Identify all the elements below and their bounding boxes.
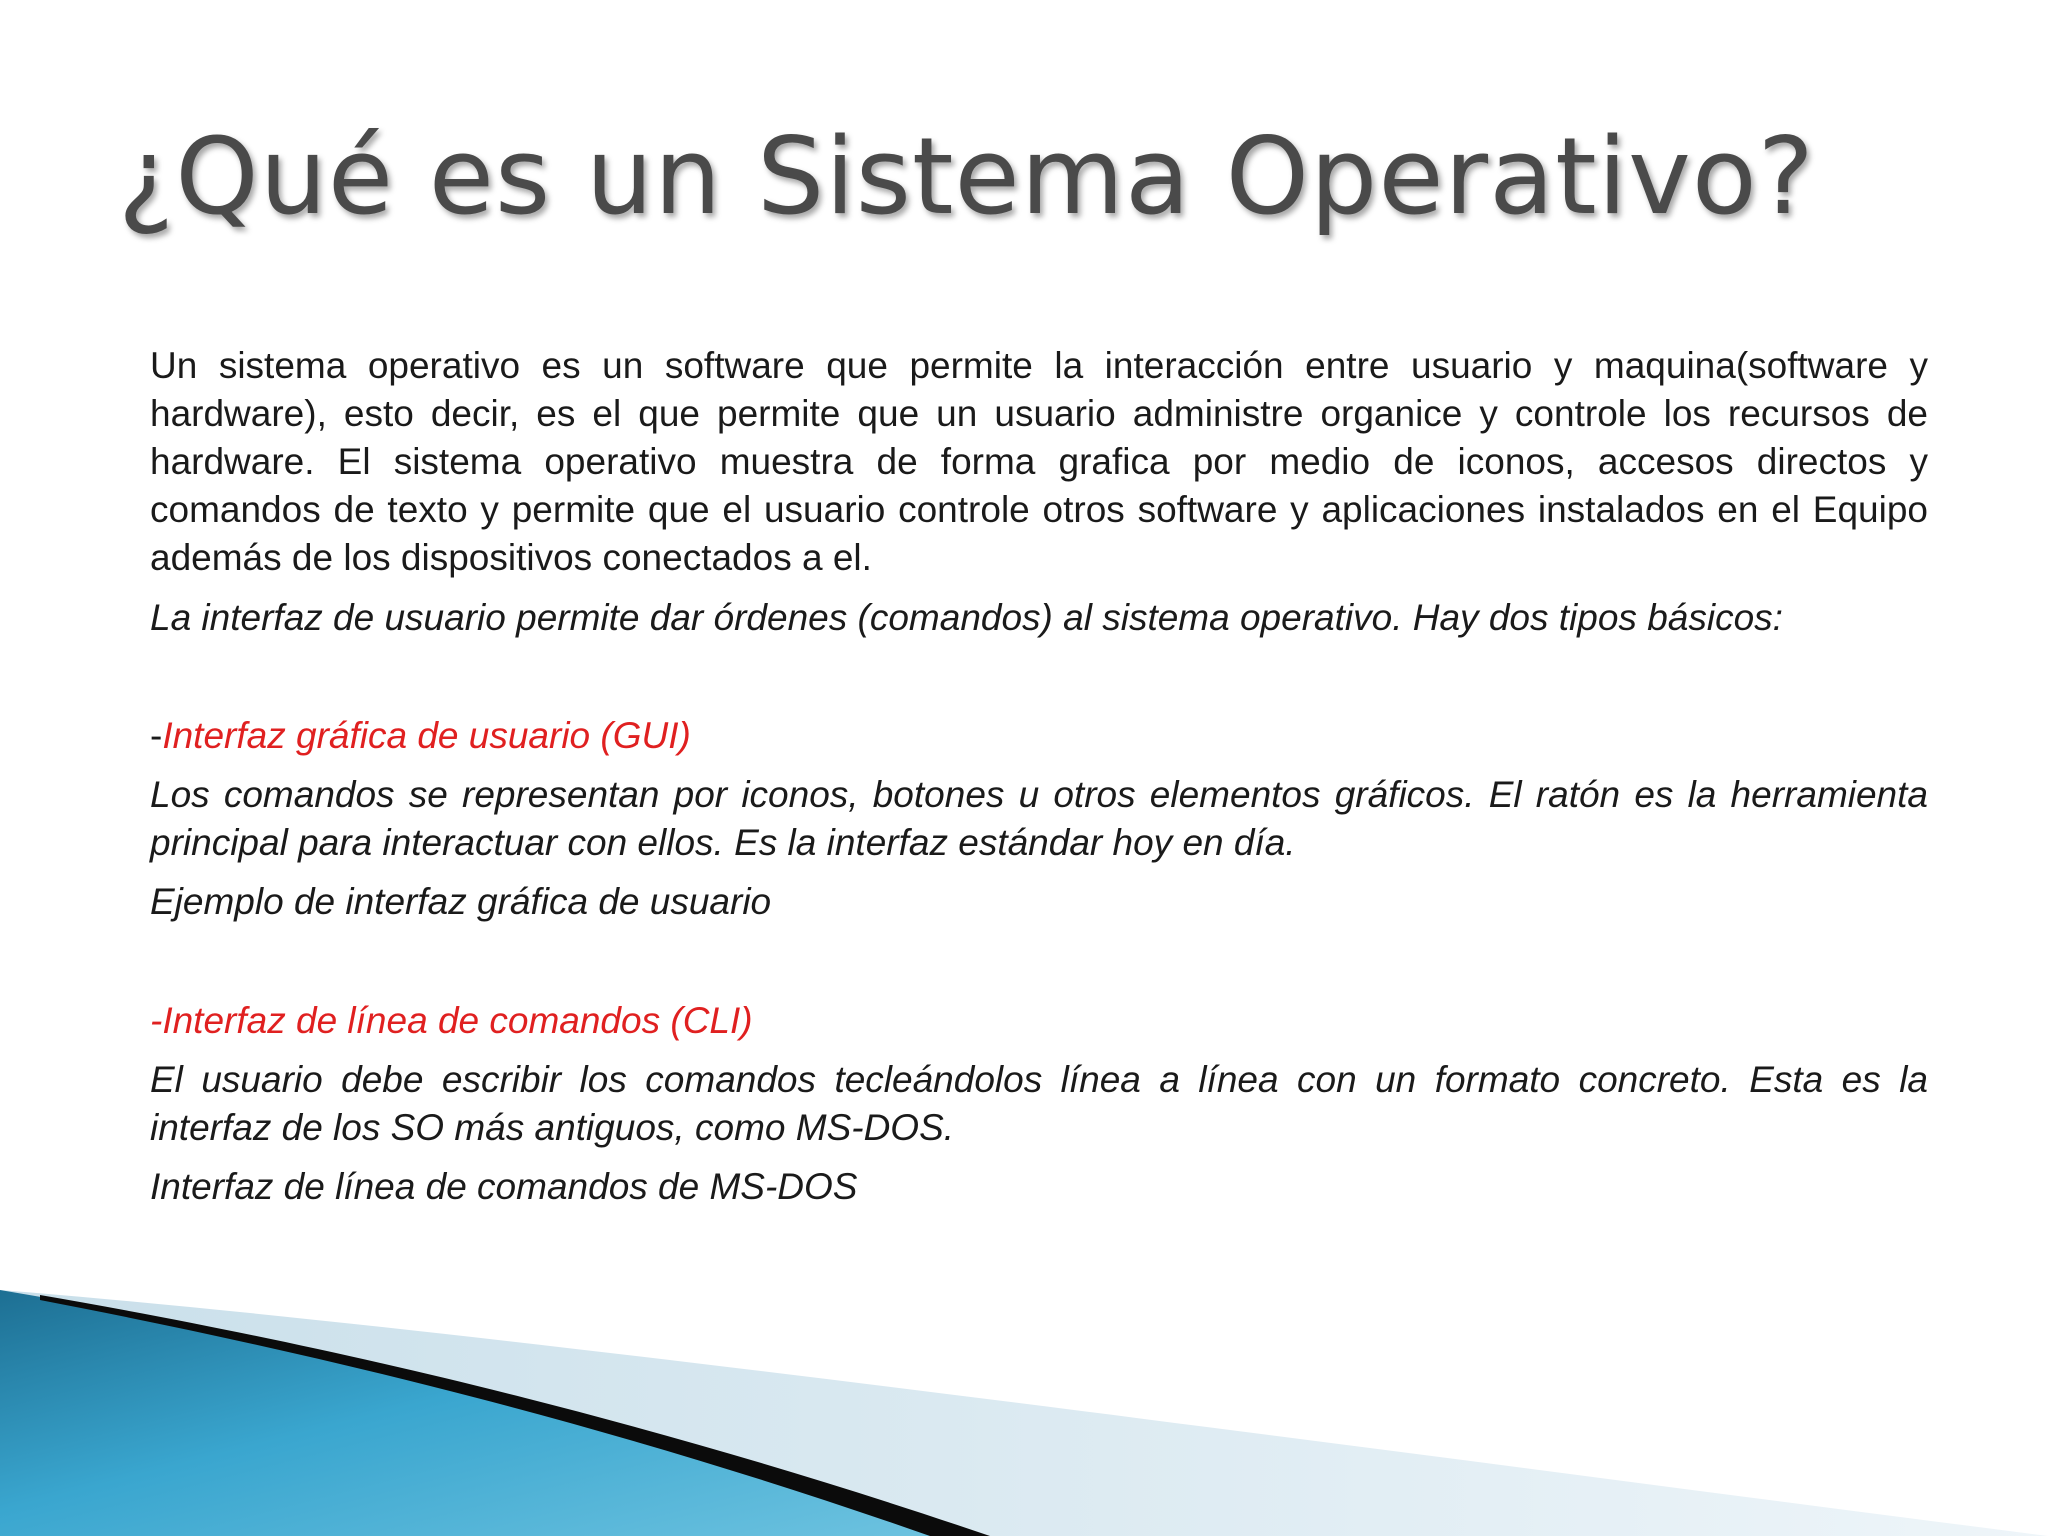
- cli-heading: -Interfaz de línea de comandos (CLI): [150, 1000, 753, 1041]
- swoosh-blue-band: [0, 1290, 960, 1536]
- cli-description: El usuario debe escribir los comandos tecleándolos línea a línea con un formato concreto. Esta es la interfaz de los SO más antiguos, como MS-DOS.: [150, 1059, 1928, 1148]
- interface-types-paragraph: La interfaz de usuario permite dar órdenes (comandos) al sistema operativo. Hay dos tipos básicos:: [150, 597, 1783, 638]
- slide-title: ¿Qué es un Sistema Operativo?: [118, 115, 1815, 238]
- intro-paragraph: Un sistema operativo es un software que permite la interacción entre usuario y maquina(software y hardware), esto decir, es el que permite que un usuario administre organice y controle los recursos de hardware. El sistema operativo muestra de forma grafica por medio de iconos, accesos directos y comandos de texto y permite que el usuario controle otros software y aplicaciones instalados en el Equipo además de los dispositivos conectados a el.: [150, 345, 1928, 578]
- gui-example-caption: Ejemplo de interfaz gráfica de usuario: [150, 881, 772, 922]
- cli-example-caption: Interfaz de línea de comandos de MS-DOS: [150, 1166, 858, 1207]
- gui-heading-label: Interfaz gráfica de usuario (GUI): [162, 715, 691, 756]
- swoosh-dark-stripe: [40, 1295, 990, 1536]
- swoosh-light-band: [0, 1290, 2048, 1536]
- gui-heading: [150, 712, 1928, 760]
- gui-heading-dash: -: [150, 715, 163, 756]
- gui-description: Los comandos se representan por iconos, botones u otros elementos gráficos. El ratón es la herramienta principal para interactuar con ellos. Es la interfaz estándar hoy en día.: [150, 774, 1928, 863]
